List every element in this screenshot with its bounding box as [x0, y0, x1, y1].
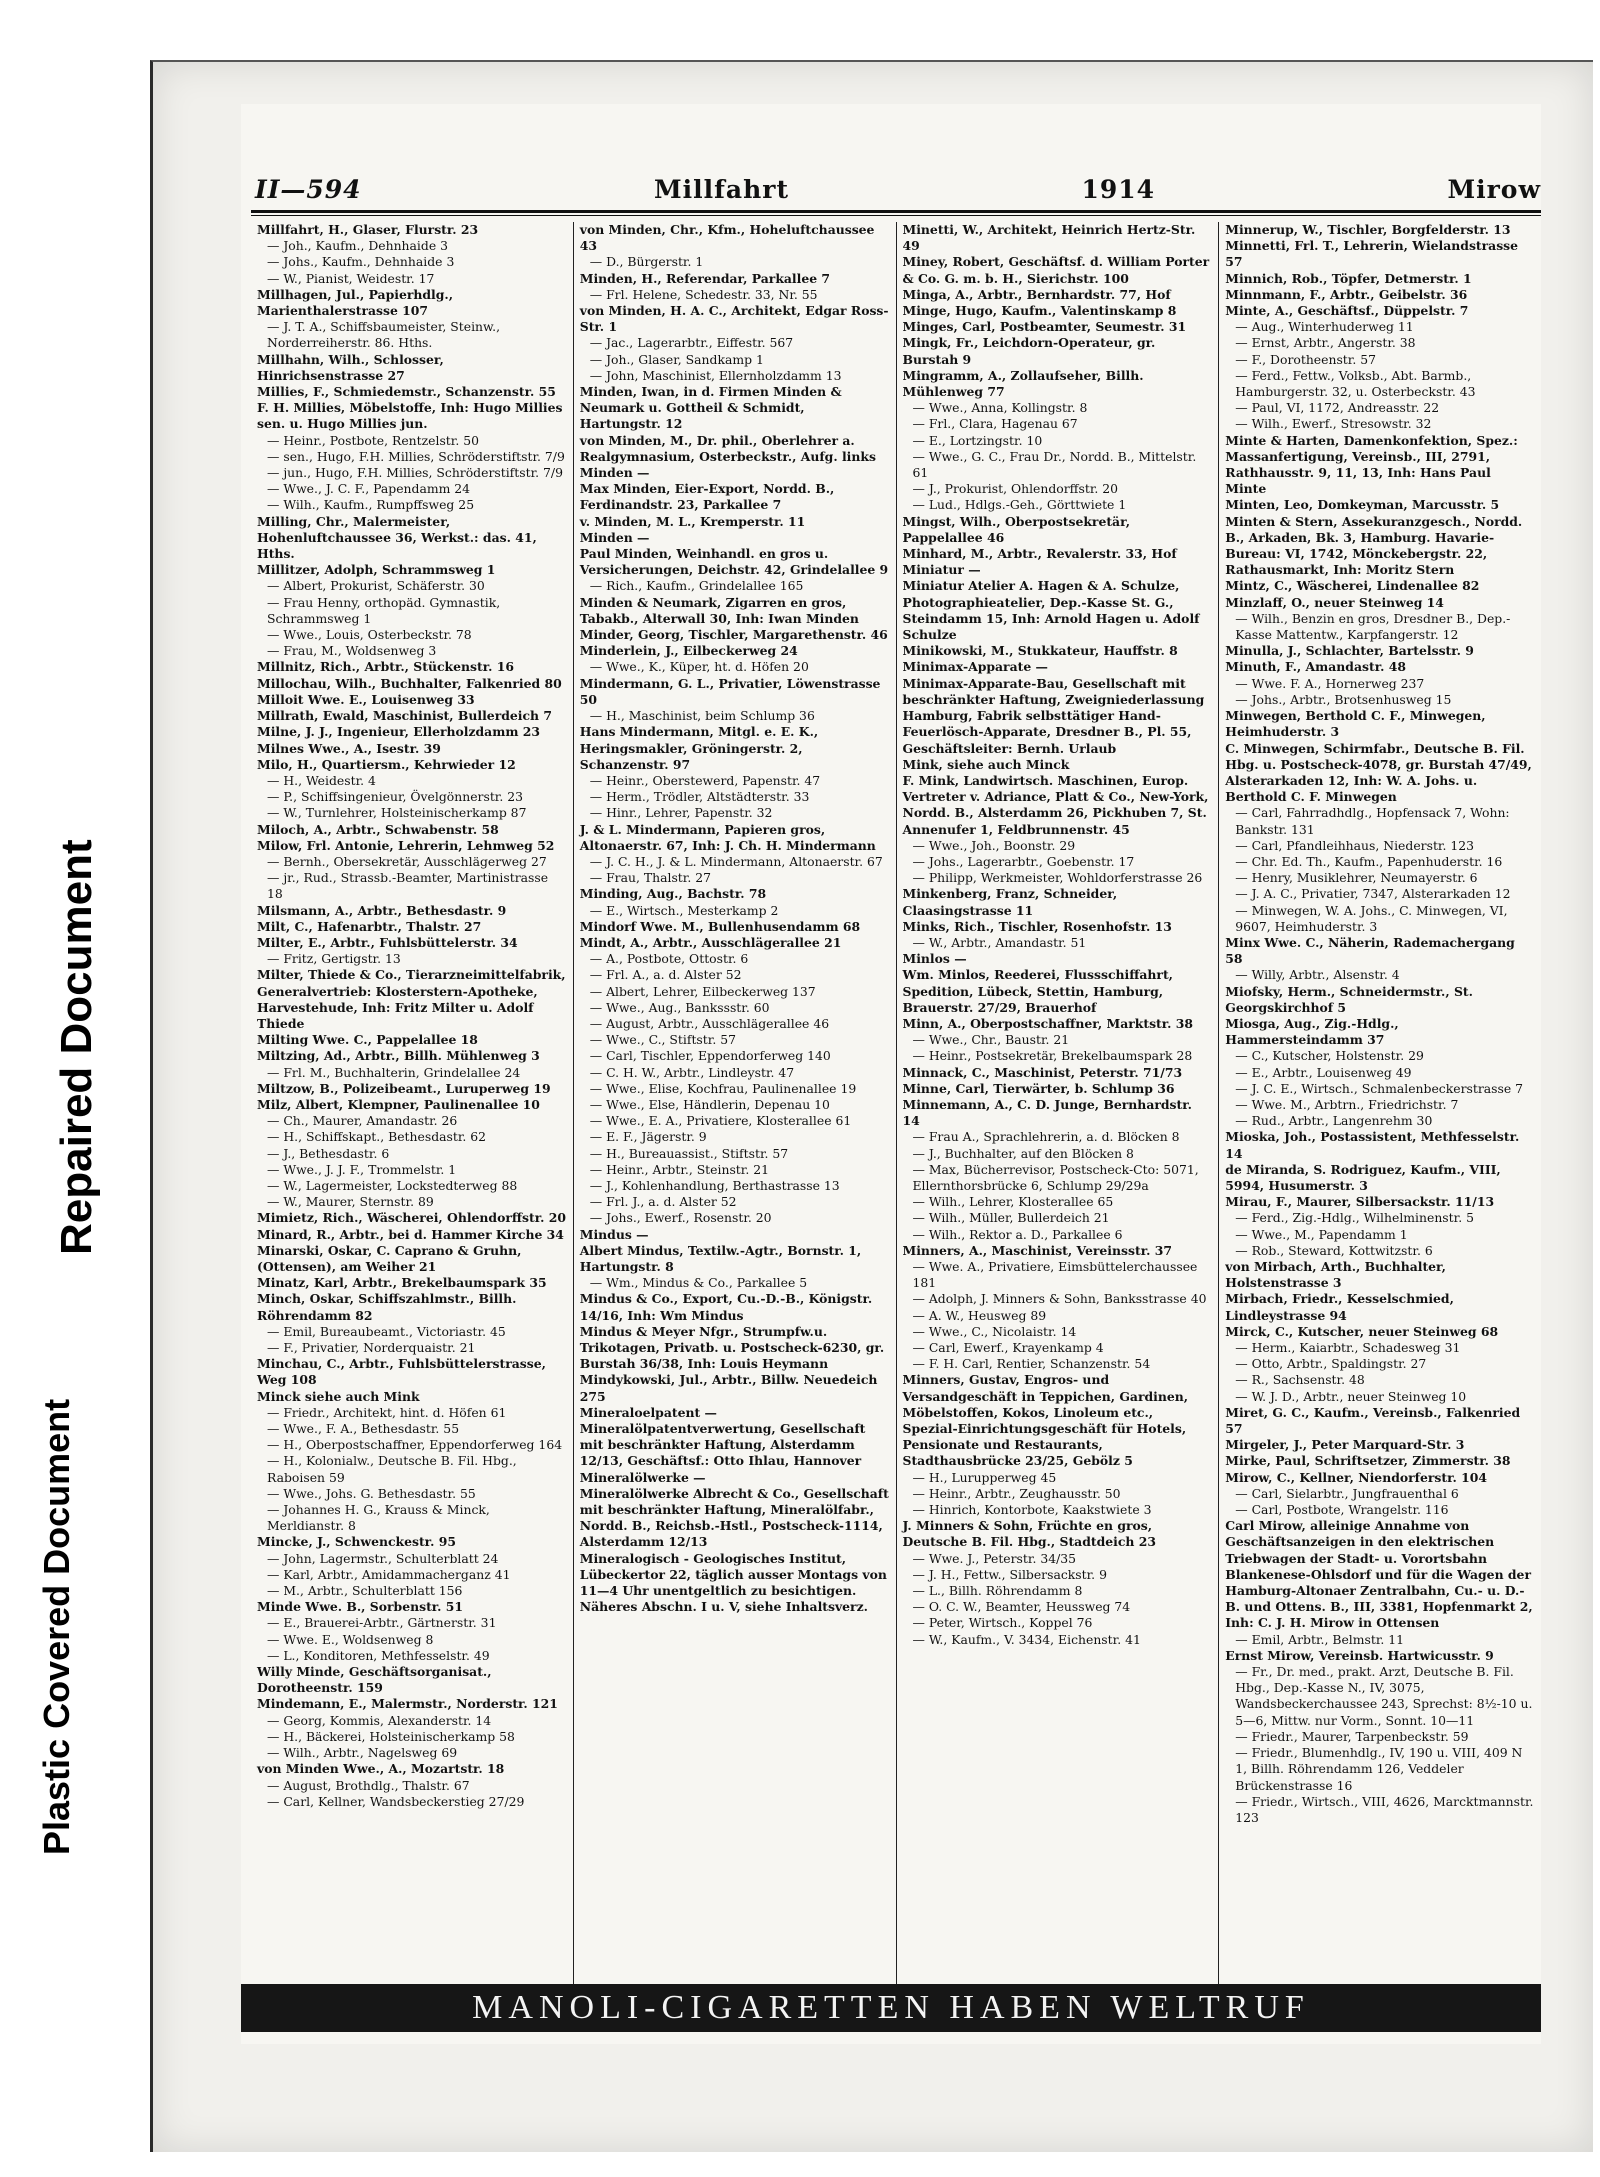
- directory-entry: — Wwe., Else, Händlerin, Depenau 10: [589, 1096, 830, 1112]
- directory-entry: F. H. Millies, Möbelstoffe, Inh: Hugo Millies sen. u. Hugo Millies jun.: [257, 400, 563, 432]
- directory-entry: Minimax-Apparate-Bau, Gesellschaft mit beschränkter Haftung, Zweigniederlassung Hamburg, Fabrik selbsttätiger Hand-Feuerlösch-Apparate, Dresdner B., Pl. 55, Geschäftsleiter: Bernh. Urlaub: [902, 675, 1205, 756]
- directory-entry: — sen., Hugo, F.H. Millies, Schröderstiftstr. 7/9: [267, 448, 565, 464]
- directory-entry: Minzlaff, O., neuer Steinweg 14: [1225, 594, 1444, 610]
- directory-entry: — W., Maurer, Sternstr. 89: [267, 1194, 434, 1210]
- directory-entry: — Friedr., Maurer, Tarpenbeckstr. 59: [1235, 1728, 1469, 1744]
- directory-entry: Millitzer, Adolph, Schrammsweg 1: [257, 562, 496, 578]
- directory-entry: — H., Lurupperweg 45: [912, 1469, 1057, 1485]
- directory-entry: — Frau A., Sprachlehrerin, a. d. Blöcken 8: [912, 1129, 1180, 1145]
- directory-entry: — Wwe., Chr., Baustr. 21: [912, 1032, 1070, 1048]
- directory-entry: Milter, Thiede & Co., Tierarzneimittelfabrik, Generalvertrieb: Klosterstern-Apotheke, Harvestehude, Inh: Fritz Milter u. Adolf Thiede: [257, 967, 566, 1031]
- directory-entry: — W., Kaufm., V. 3434, Eichenstr. 41: [912, 1631, 1141, 1647]
- directory-entry: Mirgeler, J., Peter Marquard-Str. 3: [1225, 1437, 1465, 1453]
- directory-entry: Mink, siehe auch Minck: [902, 756, 1070, 772]
- directory-entry: Miltzing, Ad., Arbtr., Billh. Mühlenweg 3: [257, 1048, 540, 1064]
- directory-entry: — Herm., Trödler, Altstädterstr. 33: [589, 789, 810, 805]
- directory-entry: von Minden, M., Dr. phil., Oberlehrer a. Realgymnasium, Osterbeckstr., Aufg. links: [579, 432, 876, 464]
- directory-entry: Mindus & Co., Export, Cu.-D.-B., Königstr. 14/16, Inh: Wm Mindus: [579, 1291, 873, 1323]
- directory-entry: Mingst, Wilh., Oberpostsekretär, Pappelallee 46: [902, 513, 1131, 545]
- directory-entry: — Adolph, J. Minners & Sohn, Banksstrasse 40: [912, 1291, 1207, 1307]
- directory-entry: — Frl. J., a. d. Alster 52: [589, 1194, 737, 1210]
- directory-entry: — Wwe., K., Küper, ht. d. Höfen 20: [589, 659, 809, 675]
- directory-entry: — H., Oberpostschaffner, Eppendorferweg 164: [267, 1437, 563, 1453]
- directory-entry: — Max, Bücherrevisor, Postscheck-Cto: 5071, Ellernthorsbrücke 6, Schlump 29/29a: [912, 1161, 1199, 1193]
- directory-entry: — John, Lagermstr., Schulterblatt 24: [267, 1550, 499, 1566]
- header-year: 1914: [1081, 175, 1156, 204]
- directory-entry: — Friedr., Architekt, hint. d. Höfen 61: [267, 1404, 507, 1420]
- directory-entry: von Minden, H. A. C., Architekt, Edgar Ross-Str. 1: [579, 303, 889, 335]
- directory-entry: Mirow, C., Kellner, Niendorferstr. 104: [1225, 1469, 1487, 1485]
- directory-entry: — Wwe., J. C. F., Papendamm 24: [267, 481, 471, 497]
- directory-entry: Milnes Wwe., A., Isestr. 39: [257, 740, 441, 756]
- directory-entry: Minding, Aug., Bachstr. 78: [579, 886, 767, 902]
- directory-entry: — Wilh., Kaufm., Rumpffsweg 25: [267, 497, 475, 513]
- directory-entry: — Rob., Steward, Kottwitzstr. 6: [1235, 1242, 1433, 1258]
- directory-entry: Mioska, Joh., Postassistent, Methfesselstr. 14: [1225, 1129, 1520, 1161]
- directory-entry: — Georg, Kommis, Alexanderstr. 14: [267, 1712, 492, 1728]
- directory-entry: — August, Brothdlg., Thalstr. 67: [267, 1777, 470, 1793]
- directory-entry: — Wwe., E. A., Privatiere, Klosterallee 61: [589, 1113, 852, 1129]
- directory-entry: — H., Bäckerei, Holsteinischerkamp 58: [267, 1728, 515, 1744]
- directory-entry: — W., Turnlehrer, Holsteinischerkamp 87: [267, 805, 527, 821]
- directory-entry: — Wwe., Anna, Kollingstr. 8: [912, 400, 1088, 416]
- directory-entry: — J., Bethesdastr. 6: [267, 1145, 390, 1161]
- directory-entry: — J. A. C., Privatier, 7347, Alsterarkaden 12: [1235, 886, 1511, 902]
- directory-entry: — Johs., Arbtr., Brotsenhusweg 15: [1235, 691, 1452, 707]
- directory-entry: — E., Wirtsch., Mesterkamp 2: [589, 902, 779, 918]
- directory-entry: Mirbach, Friedr., Kesselschmied, Lindleystrasse 94: [1225, 1291, 1454, 1323]
- directory-entry: Minkenberg, Franz, Schneider, Claasingstrasse 11: [902, 886, 1118, 918]
- directory-entry: — Otto, Arbtr., Spaldingstr. 27: [1235, 1356, 1427, 1372]
- directory-entry: — Heinr., Oberstewerd, Papenstr. 47: [589, 772, 821, 788]
- directory-entry: — Bernh., Obersekretär, Ausschlägerweg 27: [267, 853, 547, 869]
- directory-entry: — E., Arbtr., Louisenweg 49: [1235, 1064, 1412, 1080]
- directory-entry: Minks, Rich., Tischler, Rosenhofstr. 13: [902, 918, 1172, 934]
- directory-entry: — Johannes H. G., Krauss & Minck, Merldianstr. 8: [267, 1502, 490, 1534]
- directory-entry: — Frl. Helene, Schedestr. 33, Nr. 55: [589, 286, 818, 302]
- directory-entry: — Wwe., C., Stiftstr. 57: [589, 1032, 736, 1048]
- header-rule: [251, 210, 1541, 213]
- directory-entry: — Paul, VI, 1172, Andreasstr. 22: [1235, 400, 1440, 416]
- directory-entry: — Johs., Lagerarbtr., Goebenstr. 17: [912, 853, 1135, 869]
- directory-entry: — Carl, Pfandleihhaus, Niederstr. 123: [1235, 837, 1475, 853]
- directory-entry: Mindus & Meyer Nfgr., Strumpfw.u. Trikotagen, Privatb. u. Postscheck-6230, gr. Burstah 36/38, Inh: Louis Heymann: [579, 1323, 885, 1372]
- directory-entry: Minden & Neumark, Zigarren en gros, Tabakb., Alterwall 30, Inh: Iwan Minden: [579, 594, 859, 626]
- directory-entry: Mingramm, A., Zollaufseher, Billh. Mühlenweg 77: [902, 367, 1144, 400]
- directory-entry: — H., Schiffskapt., Bethesdastr. 62: [267, 1129, 487, 1145]
- directory-entry: Mineralölwerke —: [579, 1469, 706, 1485]
- directory-entry: — H., Maschinist, beim Schlump 36: [589, 708, 815, 724]
- column-1: [251, 222, 574, 1984]
- directory-entry: — O. C. W., Beamter, Heussweg 74: [912, 1599, 1131, 1615]
- directory-entry: Mintz, C., Wäscherei, Lindenallee 82: [1225, 578, 1480, 594]
- directory-entry: — Fr., Dr. med., prakt. Arzt, Deutsche B. Fil. Hbg., Dep.-Kasse N., IV, 3075, Wandsbeckerchaussee 243, Sprechst: 8½-10 u. 5—6, Mittw. nur Vorm., Sonnt. 10—11: [1235, 1664, 1533, 1728]
- directory-entry: — Ch., Maurer, Amandastr. 26: [267, 1113, 458, 1129]
- directory-entry: — F. H. Carl, Rentier, Schanzenstr. 54: [912, 1356, 1151, 1372]
- directory-columns: [251, 222, 1541, 1984]
- directory-entry: Minners, A., Maschinist, Vereinsstr. 37: [902, 1242, 1172, 1258]
- directory-entry: — Frau, M., Woldsenweg 3: [267, 643, 437, 659]
- directory-entry: Mindermann, G. L., Privatier, Löwenstrasse 50: [579, 675, 881, 707]
- directory-entry: — M., Arbtr., Schulterblatt 156: [267, 1583, 463, 1599]
- directory-entry: — J., Buchhalter, auf den Blöcken 8: [912, 1145, 1134, 1161]
- directory-entry: — Karl, Arbtr., Amidammacherganz 41: [267, 1566, 511, 1582]
- directory-entry: Minners, Gustav, Engros- und Versandgeschäft in Teppichen, Gardinen, Möbelstoffen, Kokos, Linoleum etc., Spezial-Einrichtungsgeschäft für Hotels, Pensionate und Restaurants, Stadthausbrücke 23/25, Gebölz 5: [902, 1372, 1189, 1469]
- directory-entry: Milloit Wwe. E., Louisenweg 33: [257, 691, 475, 707]
- directory-entry: — H., Bureauassist., Stiftstr. 57: [589, 1145, 789, 1161]
- directory-entry: — John, Maschinist, Ellernholzdamm 13: [589, 367, 842, 383]
- directory-entry: Mimietz, Rich., Wäscherei, Ohlendorffstr. 20: [257, 1210, 567, 1226]
- directory-entry: — Carl, Postbote, Wrangelstr. 116: [1235, 1502, 1449, 1518]
- directory-entry: — Frau Henny, orthopäd. Gymnastik, Schrammsweg 1: [267, 594, 501, 626]
- directory-entry: Ernst Mirow, Vereinsb. Hartwicusstr. 9: [1225, 1647, 1494, 1663]
- directory-entry: — Wilh., Lehrer, Klosterallee 65: [912, 1194, 1114, 1210]
- directory-entry: — Carl, Kellner, Wandsbeckerstieg 27/29: [267, 1793, 525, 1809]
- directory-entry: — J. T. A., Schiffsbaumeister, Steinw., Norderreiherstr. 86. Hths.: [267, 319, 501, 351]
- directory-entry: Hans Mindermann, Mitgl. e. E. K., Heringsmakler, Gröningerstr. 2, Schanzenstr. 97: [579, 724, 819, 772]
- directory-entry: — A. W., Heusweg 89: [912, 1307, 1047, 1323]
- page-header: [255, 164, 1541, 204]
- directory-entry: Minulla, J., Schlachter, Bartelsstr. 9: [1225, 643, 1474, 659]
- directory-entry: Milow, Frl. Antonie, Lehrerin, Lehmweg 52: [257, 837, 555, 853]
- directory-entry: — Ernst, Arbtr., Angerstr. 38: [1235, 335, 1416, 351]
- plastic-covered-label: Plastic Covered Document: [36, 1398, 77, 1855]
- directory-entry: — Friedr., Wirtsch., VIII, 4626, Marcktmannstr. 123: [1235, 1793, 1534, 1825]
- directory-entry: Minlos —: [902, 951, 967, 967]
- directory-entry: — W., Pianist, Weidestr. 17: [267, 270, 435, 286]
- directory-entry: Minnetti, Frl. T., Lehrerin, Wielandstrasse 57: [1225, 238, 1519, 270]
- directory-entry: — P., Schiffsingenieur, Övelgönnerstr. 23: [267, 789, 524, 805]
- directory-entry: Minnmann, F., Arbtr., Geibelstr. 36: [1225, 286, 1468, 302]
- directory-entry: Miniatur Atelier A. Hagen & A. Schulze, Photographieatelier, Dep.-Kasse St. G., Steindamm 15, Inh: Arnold Hagen u. Adolf Schulze: [902, 578, 1200, 643]
- directory-entry: Wm. Minlos, Reederei, Flussschiffahrt, Spedition, Lübeck, Stettin, Hamburg, Brauerstr. 27/29, Brauerhof: [902, 967, 1173, 1015]
- directory-entry: Milting Wwe. C., Pappelallee 18: [257, 1032, 478, 1048]
- directory-entry: Mineralölpatentverwertung, Gesellschaft mit beschränkter Haftung, Alsterdamm 12/13, Geschäftsf.: Otto Ihlau, Hannover: [579, 1421, 866, 1469]
- directory-entry: — Frl. M., Buchhalterin, Grindelallee 24: [267, 1064, 521, 1080]
- directory-entry: — Wwe. M., Arbtrn., Friedrichstr. 7: [1235, 1096, 1459, 1112]
- directory-entry: — Carl, Ewerf., Krayenkamp 4: [912, 1340, 1104, 1356]
- directory-entry: Mineralogisch - Geologisches Institut, Lübeckertor 22, täglich ausser Montags von 11—4 Uhr unentgeltlich zu besichtigen. Näheres Abschn. I u. V, siehe Inhaltsverz.: [579, 1550, 887, 1615]
- directory-entry: Albert Mindus, Textilw.-Agtr., Bornstr. 1, Hartungstr. 8: [579, 1242, 862, 1274]
- directory-entry: — Jac., Lagerarbtr., Eiffestr. 567: [589, 335, 794, 351]
- directory-entry: Minnack, C., Maschinist, Peterstr. 71/73: [902, 1064, 1183, 1080]
- directory-entry: Minx Wwe. C., Näherin, Rademachergang 58: [1225, 934, 1515, 967]
- directory-entry: — E., Lortzingstr. 10: [912, 432, 1043, 448]
- directory-entry: — Johs., Kaufm., Dehnhaide 3: [267, 254, 455, 270]
- directory-entry: Milter, E., Arbtr., Fuhlsbüttelerstr. 34: [257, 934, 518, 950]
- directory-entry: Mindykowski, Jul., Arbtr., Billw. Neuedeich 275: [579, 1372, 878, 1404]
- directory-entry: — Wwe., Elise, Kochfrau, Paulinenallee 19: [589, 1080, 857, 1096]
- directory-entry: — Rich., Kaufm., Grindelallee 165: [589, 578, 804, 594]
- directory-entry: Minga, A., Arbtr., Bernhardstr. 77, Hof: [902, 286, 1171, 302]
- directory-entry: Minimax-Apparate —: [902, 659, 1048, 675]
- directory-entry: — Carl, Tischler, Eppendorferweg 140: [589, 1048, 831, 1064]
- directory-entry: — Frl. A., a. d. Alster 52: [589, 967, 742, 983]
- directory-entry: — Wwe. E., Woldsenweg 8: [267, 1631, 434, 1647]
- directory-entry: Millfahrt, H., Glaser, Flurstr. 23: [257, 222, 479, 237]
- directory-entry: — Joh., Glaser, Sandkamp 1: [589, 351, 764, 367]
- directory-entry: — E. F., Jägerstr. 9: [589, 1129, 707, 1145]
- directory-entry: Miloch, A., Arbtr., Schwabenstr. 58: [257, 821, 499, 837]
- directory-entry: Minn, A., Oberpostschaffner, Marktstr. 38: [902, 1015, 1194, 1031]
- directory-entry: Minder, Georg, Tischler, Margarethenstr. 46: [579, 627, 888, 643]
- directory-entry: Mineralölwerke Albrecht & Co., Gesellschaft mit beschränkter Haftung, Mineralölfabr., Nordd. B., Reichsb.-Hstl., Postscheck-1114, Alsterdamm 12/13: [579, 1485, 889, 1550]
- directory-entry: — Willy, Arbtr., Alsenstr. 4: [1235, 967, 1400, 983]
- directory-entry: — Wm., Mindus & Co., Parkallee 5: [589, 1275, 808, 1291]
- directory-entry: Minatz, Karl, Arbtr., Brekelbaumspark 35: [257, 1275, 547, 1291]
- directory-entry: Willy Minde, Geschäftsorganisat., Dorotheenstr. 159: [257, 1664, 492, 1696]
- directory-entry: — Wwe., Louis, Osterbeckstr. 78: [267, 627, 472, 643]
- directory-entry: Mineraloelpatent —: [579, 1404, 717, 1420]
- directory-entry: — Emil, Bureaubeamt., Victoriastr. 45: [267, 1323, 506, 1339]
- column-3: [897, 222, 1220, 1984]
- page-number: II—594: [255, 175, 362, 204]
- repaired-document-label: Repaired Document: [52, 839, 101, 1255]
- directory-entry: — J., Prokurist, Ohlendorffstr. 20: [912, 481, 1119, 497]
- directory-entry: von Minden Wwe., A., Mozartstr. 18: [257, 1761, 505, 1777]
- directory-entry: Minard, R., Arbtr., bei d. Hammer Kirche 34: [257, 1226, 564, 1242]
- scanned-page: [150, 60, 1593, 2152]
- directory-entry: — W., Arbtr., Amandastr. 51: [912, 934, 1087, 950]
- directory-entry: — W., Lagermeister, Lockstedterweg 88: [267, 1177, 518, 1193]
- header-right-word: Mirow: [1447, 175, 1541, 204]
- directory-entry: — Wwe., C., Nicolaistr. 14: [912, 1323, 1077, 1339]
- directory-entry: Mincke, J., Schwenckestr. 95: [257, 1534, 456, 1550]
- directory-entry: — Wwe., J. J. F., Trommelstr. 1: [267, 1161, 457, 1177]
- directory-entry: Max Minden, Eier-Export, Nordd. B., Ferdinandstr. 23, Parkallee 7: [579, 481, 835, 513]
- advertisement-banner: MANOLI-CIGARETTEN HABEN WELTRUF: [241, 1984, 1541, 2032]
- directory-entry: — Wilh., Rektor a. D., Parkallee 6: [912, 1226, 1123, 1242]
- directory-entry: Minde Wwe. B., Sorbenstr. 51: [257, 1599, 464, 1615]
- directory-entry: — Fritz, Gertigstr. 13: [267, 951, 401, 967]
- directory-entry: — J. C. E., Wirtsch., Schmalenbeckerstrasse 7: [1235, 1080, 1524, 1096]
- directory-entry: Minden, H., Referendar, Parkallee 7: [579, 270, 831, 286]
- directory-entry: — Hinr., Lehrer, Papenstr. 32: [589, 805, 773, 821]
- directory-entry: — H., Weidestr. 4: [267, 772, 376, 788]
- directory-entry: C. Minwegen, Schirmfabr., Deutsche B. Fil. Hbg. u. Postscheck-4078, gr. Burstah 47/49, Alsterarkaden 12, Inh: W. A. Johs. u. Berthold C. F. Minwegen: [1225, 740, 1532, 805]
- directory-entry: Minch, Oskar, Schiffszahlmstr., Billh. Röhrendamm 82: [257, 1291, 517, 1323]
- directory-entry: Minten & Stern, Assekuranzgesch., Nordd. B., Arkaden, Bk. 3, Hamburg. Havarie-Bureau: VI, 1742, Mönckebergstr. 22, Rathausmarkt, Inh: Moritz Stern: [1225, 513, 1523, 578]
- directory-entry: — Wilh., Ewerf., Stresowstr. 32: [1235, 416, 1432, 432]
- directory-entry: — Heinr., Arbtr., Zeughausstr. 50: [912, 1485, 1121, 1501]
- directory-entry: Minarski, Oskar, C. Caprano & Gruhn, (Ottensen), am Weiher 21: [257, 1242, 522, 1274]
- directory-entry: — Hinrich, Kontorbote, Kaakstwiete 3: [912, 1502, 1152, 1518]
- directory-entry: — C., Kutscher, Holstenstr. 29: [1235, 1048, 1424, 1064]
- directory-entry: — jun., Hugo, F.H. Millies, Schröderstiftstr. 7/9: [267, 465, 563, 481]
- directory-entry: — Wilh., Müller, Bullerdeich 21: [912, 1210, 1110, 1226]
- directory-entry: — Wilh., Arbtr., Nagelsweg 69: [267, 1745, 458, 1761]
- directory-entry: — Philipp, Werkmeister, Wohldorferstrasse 26: [912, 870, 1203, 886]
- directory-entry: — Wwe. F. A., Hornerweg 237: [1235, 675, 1425, 691]
- directory-entry: Millies, F., Schmiedemstr., Schanzenstr. 55: [257, 384, 556, 400]
- directory-entry: — Chr. Ed. Th., Kaufm., Papenhuderstr. 16: [1235, 853, 1503, 869]
- directory-entry: — Lud., Hdlgs.-Geh., Görttwiete 1: [912, 497, 1127, 513]
- directory-entry: — Emil, Arbtr., Belmstr. 11: [1235, 1631, 1405, 1647]
- directory-entry: — Joh., Kaufm., Dehnhaide 3: [267, 238, 448, 254]
- directory-entry: Minck siehe auch Mink: [257, 1388, 420, 1404]
- directory-entry: Mindus —: [579, 1226, 649, 1242]
- directory-entry: Millrath, Ewald, Maschinist, Bullerdeich 7: [257, 708, 552, 724]
- header-left-word: Millfahrt: [654, 175, 790, 204]
- directory-entry: Mindt, A., Arbtr., Ausschlägerallee 21: [579, 934, 842, 950]
- column-4: [1219, 222, 1541, 1984]
- directory-entry: Mirke, Paul, Schriftsetzer, Zimmerstr. 38: [1225, 1453, 1511, 1469]
- directory-entry: — J., Kohlenhandlung, Berthastrasse 13: [589, 1177, 840, 1193]
- directory-entry: — L., Konditoren, Methfesselstr. 49: [267, 1647, 490, 1663]
- directory-entry: — Wwe., G. C., Frau Dr., Nordd. B., Mittelstr. 61: [912, 448, 1197, 481]
- directory-entry: Minuth, F., Amandastr. 48: [1225, 659, 1406, 675]
- directory-entry: — Heinr., Postsekretär, Brekelbaumspark 28: [912, 1048, 1193, 1064]
- directory-entry: — Friedr., Blumenhdlg., IV, 190 u. VIII, 409 N 1, Billh. Röhrendamm 126, Veddeler Brückenstrasse 16: [1235, 1745, 1523, 1793]
- directory-entry: — Wwe., M., Papendamm 1: [1235, 1226, 1408, 1242]
- directory-entry: Minten, Leo, Domkeyman, Marcusstr. 5: [1225, 497, 1500, 513]
- directory-entry: Millnitz, Rich., Arbtr., Stückenstr. 16: [257, 659, 514, 675]
- directory-entry: Milsmann, A., Arbtr., Bethesdastr. 9: [257, 902, 507, 918]
- directory-entry: — E., Brauerei-Arbtr., Gärtnerstr. 31: [267, 1615, 497, 1631]
- directory-entry: Minwegen, Berthold C. F., Minwegen, Heimhuderstr. 3: [1225, 708, 1486, 740]
- directory-entry: — Wwe., Johs. G. Bethesdastr. 55: [267, 1485, 476, 1501]
- directory-entry: Mindemann, E., Malermstr., Norderstr. 121: [257, 1696, 558, 1712]
- directory-entry: — Ferd., Zig.-Hdlg., Wilhelminenstr. 5: [1235, 1210, 1474, 1226]
- directory-entry: — Johs., Ewerf., Rosenstr. 20: [589, 1210, 772, 1226]
- directory-entry: Minnich, Rob., Töpfer, Detmerstr. 1: [1225, 270, 1472, 286]
- directory-entry: J. & L. Mindermann, Papieren gros, Altonaerstr. 67, Inh: J. Ch. H. Mindermann: [579, 821, 876, 853]
- directory-entry: Minnerup, W., Tischler, Borgfelderstr. 13: [1225, 222, 1511, 237]
- directory-entry: Minnemann, A., C. D. Junge, Bernhardstr. 14: [902, 1096, 1192, 1129]
- directory-entry: Minetti, W., Architekt, Heinrich Hertz-Str. 49: [902, 222, 1196, 254]
- column-2: [574, 222, 897, 1984]
- directory-entry: de Miranda, S. Rodriguez, Kaufm., VIII, 5994, Husumerstr. 3: [1225, 1161, 1501, 1193]
- directory-entry: — D., Bürgerstr. 1: [589, 254, 704, 270]
- directory-entry: — Albert, Prokurist, Schäferstr. 30: [267, 578, 485, 594]
- directory-entry: Mindorf Wwe. M., Bullenhusendamm 68: [579, 918, 861, 934]
- directory-entry: — Rud., Arbtr., Langenrehm 30: [1235, 1113, 1433, 1129]
- directory-entry: Minte, A., Geschäftsf., Düppelstr. 7: [1225, 303, 1469, 319]
- directory-entry: — Henry, Musiklehrer, Neumayerstr. 6: [1235, 870, 1478, 886]
- directory-entry: Millhahn, Wilh., Schlosser, Hinrichsenstrasse 27: [257, 351, 444, 383]
- directory-page: [241, 104, 1541, 2044]
- directory-entry: Milt, C., Hafenarbtr., Thalstr. 27: [257, 918, 482, 934]
- directory-entry: — Frau, Thalstr. 27: [589, 870, 711, 886]
- directory-entry: Minden —: [579, 465, 650, 481]
- directory-entry: — H., Kolonialw., Deutsche B. Fil. Hbg., Raboisen 59: [267, 1453, 517, 1485]
- directory-entry: — Wwe. J., Peterstr. 34/35: [912, 1550, 1077, 1566]
- directory-entry: Mirau, F., Maurer, Silbersackstr. 11/13: [1225, 1194, 1495, 1210]
- margin-labels: [0, 0, 150, 2177]
- directory-entry: Minge, Hugo, Kaufm., Valentinskamp 8: [902, 303, 1177, 319]
- header-rule-thin: [251, 215, 1541, 216]
- directory-entry: — R., Sachsenstr. 48: [1235, 1372, 1365, 1388]
- directory-entry: Miniatur —: [902, 562, 981, 578]
- directory-entry: — Wwe., Joh., Boonstr. 29: [912, 837, 1076, 853]
- directory-entry: — W. J. D., Arbtr., neuer Steinweg 10: [1235, 1388, 1467, 1404]
- directory-entry: Minhard, M., Arbtr., Revalerstr. 33, Hof: [902, 546, 1177, 562]
- directory-entry: — Heinr., Postbote, Rentzelstr. 50: [267, 432, 479, 448]
- directory-entry: — A., Postbote, Ottostr. 6: [589, 951, 749, 967]
- directory-entry: von Mirbach, Arth., Buchhalter, Holstenstrasse 3: [1225, 1259, 1446, 1291]
- directory-entry: — jr., Rud., Strassb.-Beamter, Martinistrasse 18: [267, 870, 549, 902]
- directory-entry: Miret, G. C., Kaufm., Vereinsb., Falkenried 57: [1225, 1404, 1521, 1437]
- directory-entry: Minne, Carl, Tierwärter, b. Schlump 36: [902, 1080, 1175, 1096]
- directory-entry: — Carl, Sielarbtr., Jungfrauenthal 6: [1235, 1485, 1459, 1501]
- directory-entry: — Frl., Clara, Hagenau 67: [912, 416, 1078, 432]
- directory-entry: Millochau, Wilh., Buchhalter, Falkenried 80: [257, 675, 562, 691]
- directory-entry: Mirck, C., Kutscher, neuer Steinweg 68: [1225, 1323, 1499, 1339]
- directory-entry: — L., Billh. Röhrendamm 8: [912, 1583, 1083, 1599]
- directory-entry: — Wwe. A., Privatiere, Eimsbüttelerchaussee 181: [912, 1259, 1198, 1291]
- directory-entry: — Wwe., Aug., Bankssstr. 60: [589, 999, 770, 1015]
- directory-entry: Carl Mirow, alleinige Annahme von Geschäftsanzeigen in den elektrischen Triebwagen der Stadt- u. Vorortsbahn Blankenese-Ohlsdorf und für die Wagen der Hamburg-Altonaer Zentralbahn, Cu.- u. D.-B. und Ottens. B., III, 3381, Hopfenmarkt 2, Inh: C. J. H. Mirow in Ottensen: [1225, 1518, 1533, 1631]
- directory-entry: — J. C. H., J. & L. Mindermann, Altonaerstr. 67: [589, 853, 883, 869]
- directory-entry: Milne, J. J., Ingenieur, Ellerholzdamm 23: [257, 724, 540, 740]
- directory-entry: — Heinr., Arbtr., Steinstr. 21: [589, 1161, 769, 1177]
- directory-entry: — Carl, Fahrradhdlg., Hopfensack 7, Wohn: Bankstr. 131: [1235, 805, 1510, 837]
- directory-entry: Minte & Harten, Damenkonfektion, Spez.: Massanfertigung, Vereinsb., III, 2791, Rathhausstr. 9, 11, 13, Inh: Hans Paul Minte: [1225, 432, 1518, 497]
- directory-entry: Millhagen, Jul., Papierhdlg., Marienthalerstrasse 107: [257, 286, 454, 319]
- directory-entry: — Wilh., Benzin en gros, Dresdner B., Dep.-Kasse Mattentw., Karpfangerstr. 12: [1235, 610, 1511, 643]
- directory-entry: Minikowski, M., Stukkateur, Hauffstr. 8: [902, 643, 1178, 659]
- directory-entry: v. Minden, M. L., Kremperstr. 11: [579, 513, 806, 529]
- directory-entry: F. Mink, Landwirtsch. Maschinen, Europ. Vertreter v. Adriance, Platt & Co., New-York, Nordd. B., Alsterdamm 26, Pickhuben 7, St. Annenufer 1, Feldbrunnenstr. 45: [902, 772, 1209, 837]
- directory-entry: Minges, Carl, Postbeamter, Seumestr. 31: [902, 319, 1187, 335]
- directory-entry: von Minden, Chr., Kfm., Hoheluftchaussee 43: [579, 222, 875, 254]
- directory-entry: — F., Dorotheenstr. 57: [1235, 351, 1376, 367]
- directory-entry: — August, Arbtr., Ausschlägerallee 46: [589, 1015, 830, 1031]
- directory-entry: Minchau, C., Arbtr., Fuhlsbüttelerstrasse, Weg 108: [257, 1356, 546, 1388]
- directory-entry: — Albert, Lehrer, Eilbeckerweg 137: [589, 983, 816, 999]
- directory-entry: — Minwegen, W. A. Johs., C. Minwegen, VI, 9607, Heimhuderstr. 3: [1235, 902, 1508, 934]
- directory-entry: Miofsky, Herm., Schneidermstr., St. Georgskirchhof 5: [1225, 983, 1473, 1015]
- directory-entry: Minden, Iwan, in d. Firmen Minden & Neumark u. Gottheil & Schmidt, Hartungstr. 12: [579, 384, 842, 432]
- directory-entry: Paul Minden, Weinhandl. en gros u. Versicherungen, Deichstr. 42, Grindelallee 9: [579, 546, 889, 578]
- directory-entry: Milo, H., Quartiersm., Kehrwieder 12: [257, 756, 516, 772]
- directory-entry: Miney, Robert, Geschäftsf. d. William Porter & Co. G. m. b. H., Sierichstr. 100: [902, 254, 1210, 286]
- directory-entry: Milling, Chr., Malermeister, Hohenluftchaussee 36, Werkst.: das. 41, Hths.: [257, 513, 537, 562]
- directory-entry: J. Minners & Sohn, Früchte en gros, Deutsche B. Fil. Hbg., Stadtdeich 23: [902, 1518, 1156, 1550]
- directory-entry: — J. H., Fettw., Silbersackstr. 9: [912, 1566, 1107, 1582]
- directory-entry: Minderlein, J., Eilbeckerweg 24: [579, 643, 798, 659]
- directory-entry: — C. H. W., Arbtr., Lindleystr. 47: [589, 1064, 795, 1080]
- directory-entry: — F., Privatier, Norderquaistr. 21: [267, 1340, 476, 1356]
- directory-entry: — Wwe., F. A., Bethesdastr. 55: [267, 1421, 460, 1437]
- directory-entry: Miltzow, B., Polizeibeamt., Luruperweg 19: [257, 1080, 551, 1096]
- directory-entry: — Ferd., Fettw., Volksb., Abt. Barmb., Hamburgerstr. 32, u. Osterbeckstr. 43: [1235, 367, 1476, 400]
- directory-entry: — Herm., Kaiarbtr., Schadesweg 31: [1235, 1340, 1461, 1356]
- directory-entry: Miosga, Aug., Zig.-Hdlg., Hammersteindamm 37: [1225, 1015, 1399, 1048]
- directory-entry: — Peter, Wirtsch., Koppel 76: [912, 1615, 1093, 1631]
- directory-entry: Milz, Albert, Klempner, Paulinenallee 10: [257, 1096, 540, 1112]
- directory-entry: Minden —: [579, 529, 650, 545]
- directory-entry: Mingk, Fr., Leichdorn-Operateur, gr. Burstah 9: [902, 335, 1156, 367]
- directory-entry: — Aug., Winterhuderweg 11: [1235, 319, 1414, 335]
